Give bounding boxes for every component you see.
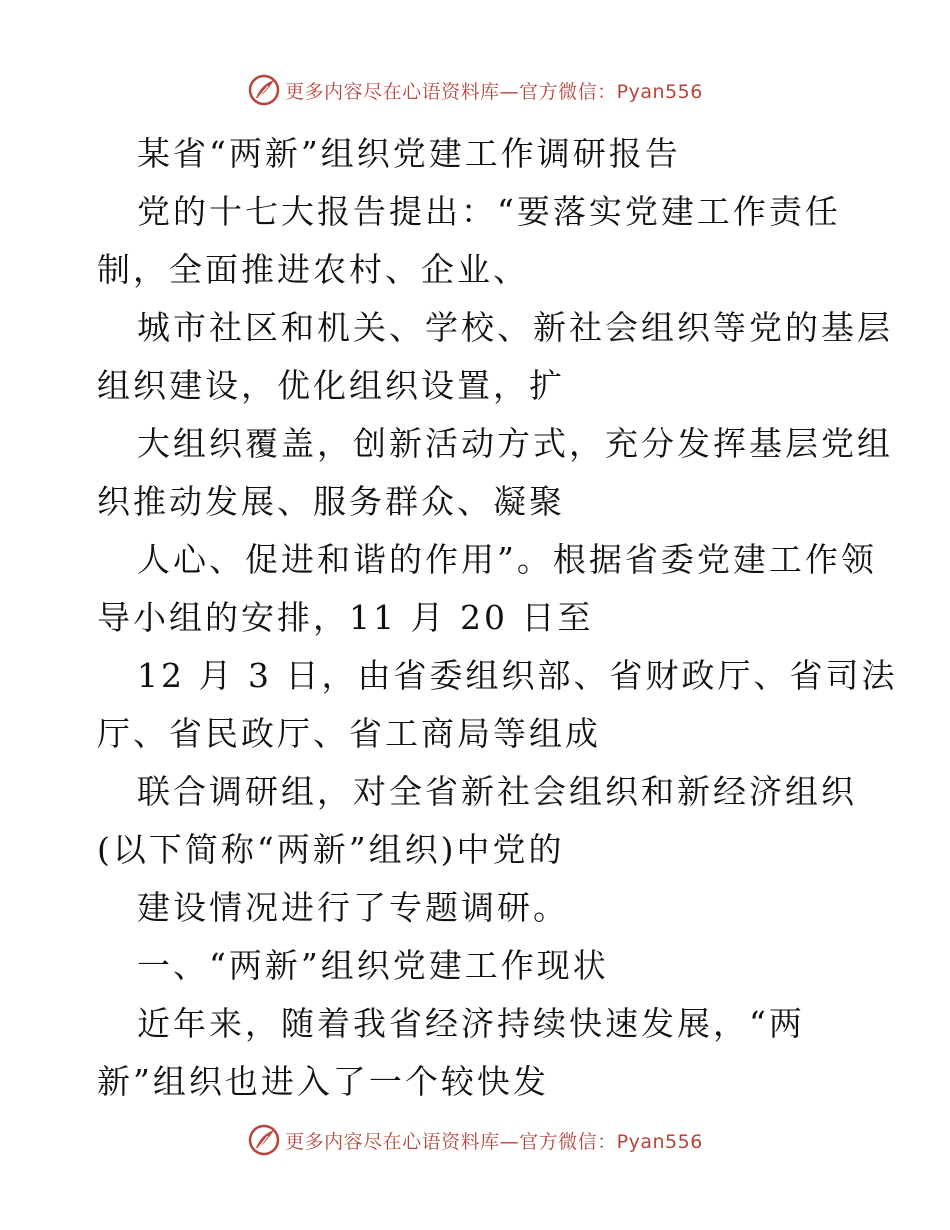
text-line: 建设情况进行了专题调研。: [137, 888, 569, 927]
text-line: 城市社区和机关、学校、新社会组织等党的基层: [137, 308, 893, 347]
footer-watermark: [0, 1120, 950, 1160]
document-body: [97, 125, 898, 1111]
text-line: 某省“两新”组织党建工作调研报告: [137, 134, 681, 173]
text-line: 导小组的安排，11 月 20 日至: [97, 598, 594, 637]
text-line: 织推动发展、服务群众、凝聚: [97, 482, 565, 521]
text-line: (以下简称“两新”组织)中党的: [97, 830, 565, 869]
watermark-text: 更多内容尽在心语资料库—官方微信：Pyan556: [285, 80, 703, 103]
text-line: 组织建设，优化组织设置，扩: [97, 366, 565, 405]
text-line: 一、“两新”组织党建工作现状: [137, 946, 609, 985]
feather-logo-icon: [247, 1123, 281, 1157]
text-line: 大组织覆盖，创新活动方式，充分发挥基层党组: [137, 424, 893, 463]
feather-logo-icon: [247, 73, 281, 107]
text-line: 人心、促进和谐的作用”。根据省委党建工作领: [137, 540, 877, 579]
text-line: 新”组织也进入了一个较快发: [97, 1062, 549, 1101]
watermark-text: 更多内容尽在心语资料库—官方微信：Pyan556: [285, 1130, 703, 1153]
header-watermark: [0, 70, 950, 110]
text-line: 12 月 3 日，由省委组织部、省财政厅、省司法: [137, 656, 898, 695]
text-line: 近年来，随着我省经济持续快速发展，“两: [137, 1004, 805, 1043]
text-line: 党的十七大报告提出：“要落实党建工作责任: [137, 192, 841, 231]
text-line: 联合调研组，对全省新社会组织和新经济组织: [137, 772, 857, 811]
text-line: 制，全面推进农村、企业、: [97, 250, 529, 289]
text-line: 厅、省民政厅、省工商局等组成: [97, 714, 601, 753]
